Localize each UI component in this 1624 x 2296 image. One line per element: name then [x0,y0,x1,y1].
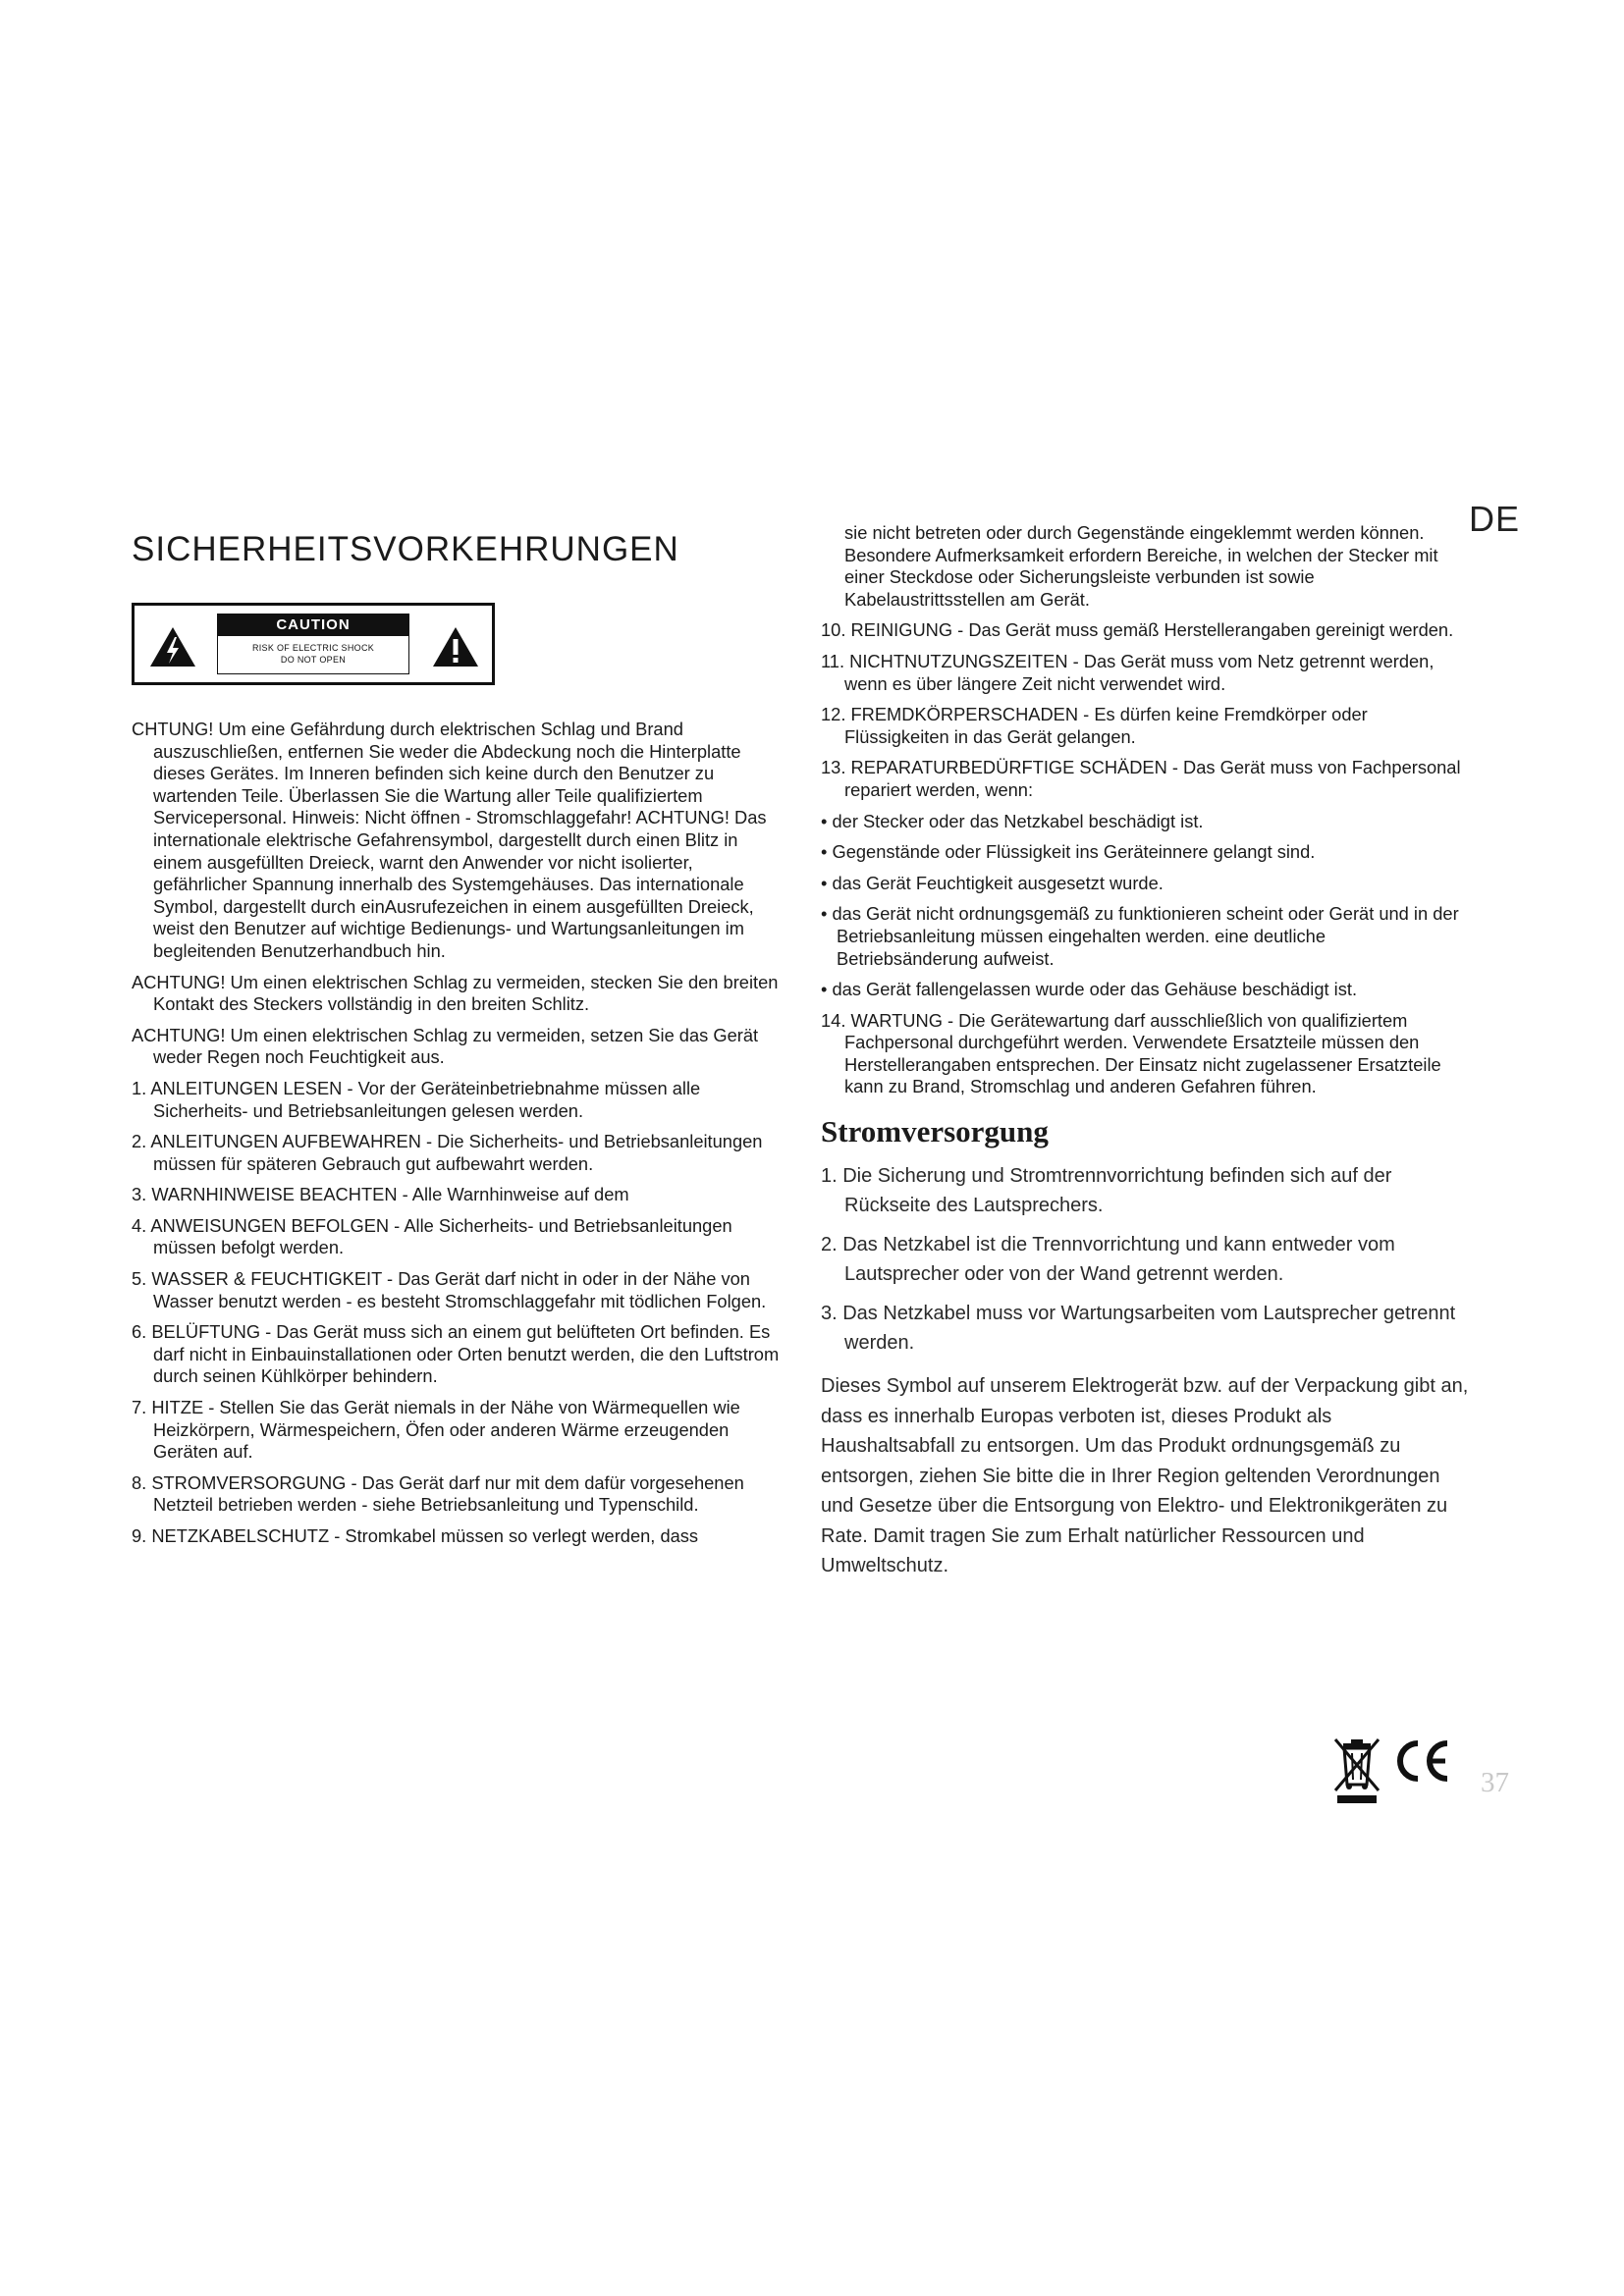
caution-subtext [218,642,408,666]
instruction-item-1: 1. ANLEITUNGEN LESEN - Vor der Geräteinbetriebnahme müssen alle Sicherheits- und Betriebsanleitungen gelesen werden. [132,1077,701,1121]
damage-bullet-3: • das Gerät Feuchtigkeit ausgesetzt wurde. [821,872,1164,893]
page-title: SICHERHEITSVORKEHRUNGEN [132,530,679,568]
page-number: 37 [1481,1767,1509,1798]
lightning-warning-icon [148,625,197,668]
instruction-item-7: 7. HITZE - Stellen Sie das Gerät niemals in der Nähe von Wärmequellen wie Heizkörpern, Wärmespeichern, Öfen oder anderen Wärme erzeugenden Geräten auf. [132,1397,740,1463]
caution-line-2: DO NOT OPEN [280,655,347,665]
ce-mark-icon [1390,1735,1453,1787]
instruction-item-14: 14. WARTUNG - Die Gerätewartung darf ausschließlich von qualifiziertem Fachpersonal durchgeführt werden. Verwendete Ersatzteile müssen den Herstellerangaben entsprechen. Der Einsatz nicht zugelassener Ersatzteile kann zu Brand, Stromschlag und anderen Gefahren führen. [821,1009,1441,1097]
power-item-1: 1. Die Sicherung und Stromtrennvorrichtung befinden sich auf der Rückseite des Lautsprechers. [821,1165,1392,1217]
instruction-item-6: 6. BELÜFTUNG - Das Gerät muss sich an einem gut belüfteten Ort befinden. Es darf nicht in Einbauinstallationen oder Orten benutzt werden, die den Luftstrom durch seinen Kühlkörper behindern. [132,1321,780,1387]
instruction-item-2: 2. ANLEITUNGEN AUFBEWAHREN - Die Sicherheits- und Betriebsanleitungen müssen für späteren Gebrauch gut aufbewahrt werden. [132,1131,763,1174]
caution-line-1: RISK OF ELECTRIC SHOCK [251,643,375,653]
power-item-3: 3. Das Netzkabel muss vor Wartungsarbeiten vom Lautsprecher getrennt werden. [821,1303,1456,1355]
instruction-item-3: 3. WARNHINWEISE BEACHTEN - Alle Warnhinweise auf dem [132,1184,629,1205]
caution-center-panel [217,614,409,674]
weee-bin-icon [1331,1735,1382,1804]
caution-label [132,603,495,685]
damage-bullet-2: • Gegenstände oder Flüssigkeit ins Geräteinnere gelangt sind. [821,841,1316,863]
instruction-item-12: 12. FREMDKÖRPERSCHADEN - Es dürfen keine Fremdkörper oder Flüssigkeiten in das Gerät gelangen. [821,704,1368,747]
instruction-item-10: 10. REINIGUNG - Das Gerät muss gemäß Herstellerangaben gereinigt werden. [821,619,1454,641]
instruction-item-9: 9. NETZKABELSCHUTZ - Stromkabel müssen so verlegt werden, dass [132,1525,699,1546]
right-column [821,522,1469,1581]
warning-paragraph-3: ACHTUNG! Um einen elektrischen Schlag zu vermeiden, setzen Sie das Gerät weder Regen noch Feuchtigkeit aus. [132,1024,759,1068]
warning-paragraph-1: CHTUNG! Um eine Gefährdung durch elektrischen Schlag und Brand auszuschließen, entfernen Sie weder die Abdeckung noch die Hinterplatte dieses Gerätes. Im Inneren befinden sich keine durch den Benutzer zu wartenden Teile. Überlassen Sie die Wartung aller Teile qualifiziertem Servicepersonal. Hinweis: Nicht öffnen - Stromschlaggefahr! ACHTUNG! Das internationale elektrische Gefahrensymbol, dargestellt durch einen Blitz in einem ausgefüllten Dreieck, warnt den Anwender vor nicht isolierter, gefährlicher Spannung innerhalb des Systemgehäuses. Das internationale Symbol, dargestellt durch einAusrufezeichen in einem ausgefüllten Dreieck, weist den Benutzer auf wichtige Bedienungs- und Wartungsanleitungen im begleitenden Benutzerhandbuch hin. [132,719,767,961]
warning-paragraph-2: ACHTUNG! Um einen elektrischen Schlag zu vermeiden, stecken Sie den breiten Kontakt des Steckers vollständig in den breiten Schlitz. [132,971,779,1015]
language-tag: DE [1469,499,1521,539]
instruction-item-11: 11. NICHTNUTZUNGSZEITEN - Das Gerät muss vom Netz getrennt werden, wenn es über längere Zeit nicht verwendet wird. [821,650,1435,694]
damage-bullet-1: • der Stecker oder das Netzkabel beschädigt ist. [821,810,1204,831]
instruction-item-5: 5. WASSER & FEUCHTIGKEIT - Das Gerät darf nicht in oder in der Nähe von Wasser benutzt werden - es besteht Stromschlaggefahr mit tödlichen Folgen. [132,1268,767,1311]
power-supply-heading: Stromversorgung [821,1114,1049,1149]
caution-heading: CAUTION [218,614,408,636]
damage-bullet-4: • das Gerät nicht ordnungsgemäß zu funktionieren scheint oder Gerät und in der Betriebsanleitung müssen eingehalten werden. eine deutliche Betriebsänderung aufweist. [821,903,1459,969]
safety-instructions [132,719,780,1548]
damage-bullet-5: • das Gerät fallengelassen wurde oder das Gehäuse beschädigt ist. [821,979,1358,1000]
instruction-item-8: 8. STROMVERSORGUNG - Das Gerät darf nur mit dem dafür vorgesehenen Netzteil betrieben werden - siehe Betriebsanleitung und Typenschild. [132,1471,744,1516]
disposal-notice: Dieses Symbol auf unserem Elektrogerät bzw. auf der Verpackung gibt an, dass es innerhalb Europas verboten ist, dieses Produkt als Haushaltsabfall zu entsorgen. Um das Produkt ordnungsgemäß zu entsorgen, ziehen Sie bitte die in Ihrer Region geltenden Verordnungen und Gesetze über die Entsorgung von Elektro- und Elektronikgeräten zu Rate. Damit tragen Sie zum Erhalt natürlicher Ressourcen und Umweltschutz. [821,1375,1469,1577]
compliance-symbols [1331,1735,1453,1804]
left-column [132,530,780,1557]
instruction-item-9-continued: sie nicht betreten oder durch Gegenstände eingeklemmt werden können. Besondere Aufmerksamkeit erfordern Bereiche, in welchen der Stecker mit einer Steckdose oder Sicherungsleiste verbunden ist sowie Kabelaustrittsstellen am Gerät. [844,522,1438,610]
safety-instructions-continued [821,522,1469,1098]
power-item-2: 2. Das Netzkabel ist die Trennvorrichtung und kann entweder vom Lautsprecher oder von der Wand getrennt werden. [821,1234,1395,1286]
instruction-item-4: 4. ANWEISUNGEN BEFOLGEN - Alle Sicherheits- und Betriebsanleitungen müssen befolgt werden. [132,1214,732,1258]
exclamation-warning-icon [431,625,480,668]
instruction-item-13: 13. REPARATURBEDÜRFTIGE SCHÄDEN - Das Gerät muss von Fachpersonal repariert werden, wenn: [821,757,1461,800]
